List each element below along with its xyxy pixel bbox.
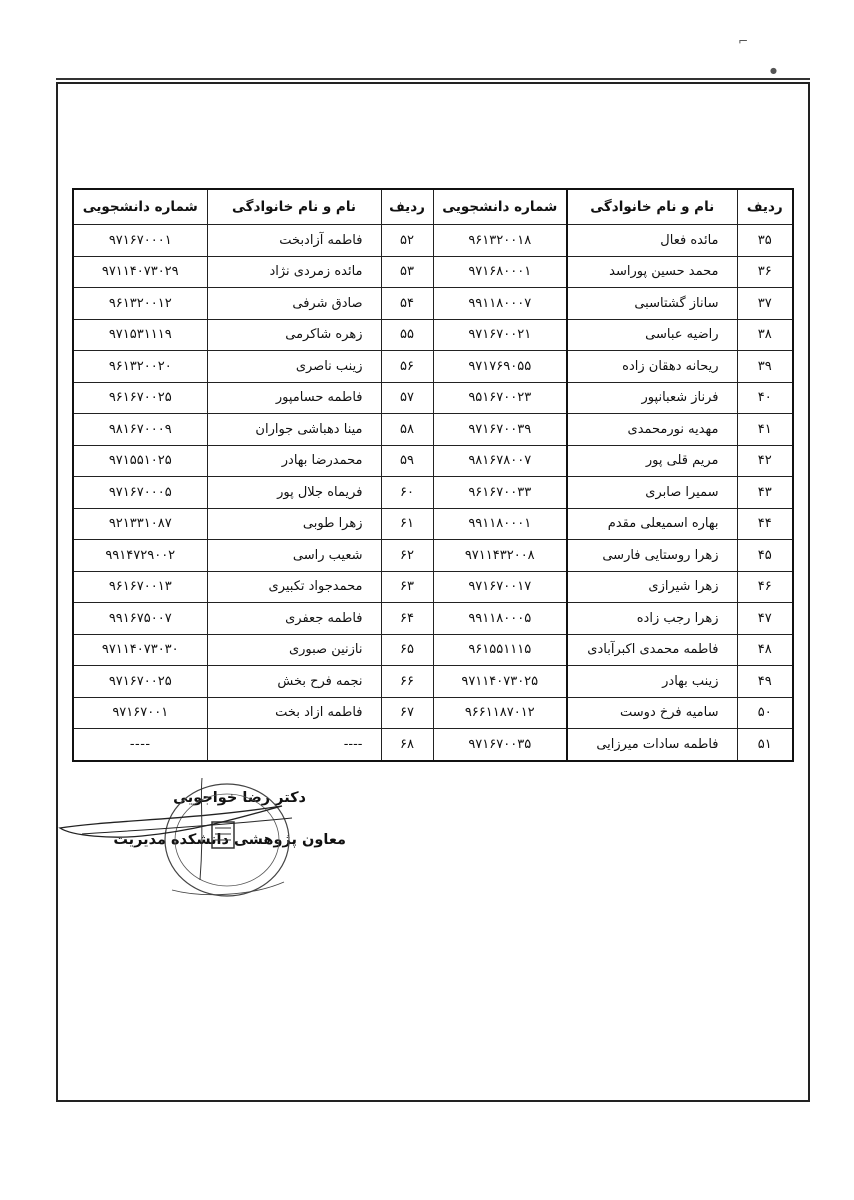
student-name-cell: زهرا شیرازی — [567, 571, 737, 603]
student-id-cell: ۹۹۱۱۸۰۰۰۵ — [433, 603, 567, 635]
student-name-cell: مینا دهباشی جواران — [207, 414, 381, 446]
student-name-cell: مائده فعال — [567, 225, 737, 257]
student-id-cell: ۹۹۱۶۷۵۰۰۷ — [73, 603, 207, 635]
student-id-cell: ۹۷۱۱۴۰۷۳۰۲۵ — [433, 666, 567, 698]
row-number-cell: ۶۸ — [381, 729, 433, 761]
student-name-cell: سامیه فرخ دوست — [567, 697, 737, 729]
student-roster-table — [72, 188, 794, 762]
student-name-cell: محمدجواد تکبیری — [207, 571, 381, 603]
table-header-row — [73, 189, 793, 225]
student-id-cell: ۹۷۱۶۷۰۰۳۵ — [433, 729, 567, 761]
row-number-cell: ۳۹ — [737, 351, 793, 383]
student-name-cell: فاطمه آزادبخت — [207, 225, 381, 257]
row-number-cell: ۶۷ — [381, 697, 433, 729]
student-name-cell: زینب ناصری — [207, 351, 381, 383]
student-name-cell: مریم قلی پور — [567, 445, 737, 477]
header-row-number: ردیف — [381, 189, 433, 225]
student-name-cell: سمیرا صابری — [567, 477, 737, 509]
row-number-cell: ۵۰ — [737, 697, 793, 729]
student-id-cell: ۹۶۱۳۲۰۰۱۸ — [433, 225, 567, 257]
student-id-cell: ۹۷۱۶۸۰۰۰۱ — [433, 256, 567, 288]
header-student-id: شماره دانشجویی — [73, 189, 207, 225]
student-id-cell: ۹۷۱۶۷۰۰۱۷ — [433, 571, 567, 603]
student-name-cell: ریحانه دهقان زاده — [567, 351, 737, 383]
scan-speck: ⌐ — [738, 34, 749, 48]
official-seal-and-signature — [52, 770, 352, 920]
header-full-name: نام و نام خانوادگی — [207, 189, 381, 225]
student-name-cell: فاطمه حسامپور — [207, 382, 381, 414]
row-number-cell: ۴۱ — [737, 414, 793, 446]
student-name-cell: ساناز گشتاسبی — [567, 288, 737, 320]
student-id-cell: ۹۹۱۱۸۰۰۰۱ — [433, 508, 567, 540]
student-name-cell: زینب بهادر — [567, 666, 737, 698]
row-number-cell: ۵۸ — [381, 414, 433, 446]
row-number-cell: ۴۷ — [737, 603, 793, 635]
header-row-number: ردیف — [737, 189, 793, 225]
row-number-cell: ۴۵ — [737, 540, 793, 572]
table-row — [73, 508, 793, 540]
table-row — [73, 288, 793, 320]
table-row — [73, 603, 793, 635]
scan-dot: ● — [770, 66, 777, 75]
student-name-cell: راضیه عباسی — [567, 319, 737, 351]
student-id-cell: ۹۷۱۶۷۰۰۲۵ — [73, 666, 207, 698]
table-row — [73, 697, 793, 729]
student-id-cell: ۹۸۱۶۷۸۰۰۷ — [433, 445, 567, 477]
student-id-cell: ۹۷۱۱۴۰۷۳۰۲۹ — [73, 256, 207, 288]
student-id-cell: ۹۷۱۵۳۱۱۱۹ — [73, 319, 207, 351]
student-id-cell: ---- — [73, 729, 207, 761]
student-id-cell: ۹۶۶۱۱۸۷۰۱۲ — [433, 697, 567, 729]
student-name-cell: مهدیه نورمحمدی — [567, 414, 737, 446]
row-number-cell: ۵۶ — [381, 351, 433, 383]
student-id-cell: ۹۷۱۱۴۳۲۰۰۸ — [433, 540, 567, 572]
student-name-cell: مائده زمردی نژاد — [207, 256, 381, 288]
student-name-cell: بهاره اسمیعلی مقدم — [567, 508, 737, 540]
student-id-cell: ۹۶۱۶۷۰۰۳۳ — [433, 477, 567, 509]
student-id-cell: ۹۷۱۶۷۰۰۳۹ — [433, 414, 567, 446]
student-name-cell: زهرا رجب زاده — [567, 603, 737, 635]
row-number-cell: ۵۹ — [381, 445, 433, 477]
row-number-cell: ۴۶ — [737, 571, 793, 603]
student-name-cell: صادق شرفی — [207, 288, 381, 320]
table-row — [73, 729, 793, 761]
row-number-cell: ۵۵ — [381, 319, 433, 351]
table-row — [73, 319, 793, 351]
student-id-cell: ۹۵۱۶۷۰۰۲۳ — [433, 382, 567, 414]
student-id-cell: ۹۷۱۵۵۱۰۲۵ — [73, 445, 207, 477]
table-row — [73, 571, 793, 603]
student-name-cell: فرناز شعبانپور — [567, 382, 737, 414]
student-name-cell: زهرا روستایی فارسی — [567, 540, 737, 572]
row-number-cell: ۵۷ — [381, 382, 433, 414]
table-row — [73, 634, 793, 666]
student-id-cell: ۹۶۱۳۲۰۰۲۰ — [73, 351, 207, 383]
table-body — [73, 225, 793, 761]
row-number-cell: ۳۷ — [737, 288, 793, 320]
student-id-cell: ۹۶۱۶۷۰۰۱۳ — [73, 571, 207, 603]
table-row — [73, 256, 793, 288]
row-number-cell: ۳۸ — [737, 319, 793, 351]
row-number-cell: ۴۹ — [737, 666, 793, 698]
row-number-cell: ۶۴ — [381, 603, 433, 635]
student-id-cell: ۹۷۱۷۶۹۰۵۵ — [433, 351, 567, 383]
student-id-cell: ۹۲۱۳۳۱۰۸۷ — [73, 508, 207, 540]
row-number-cell: ۴۳ — [737, 477, 793, 509]
student-id-cell: ۹۷۱۶۷۰۰۱ — [73, 697, 207, 729]
student-id-cell: ۹۶۱۵۵۱۱۱۵ — [433, 634, 567, 666]
row-number-cell: ۴۸ — [737, 634, 793, 666]
row-number-cell: ۶۲ — [381, 540, 433, 572]
row-number-cell: ۴۴ — [737, 508, 793, 540]
student-name-cell: محمد حسین پوراسد — [567, 256, 737, 288]
row-number-cell: ۶۶ — [381, 666, 433, 698]
table-row — [73, 351, 793, 383]
student-id-cell: ۹۹۱۱۸۰۰۰۷ — [433, 288, 567, 320]
student-name-cell: فاطمه جعفری — [207, 603, 381, 635]
student-name-cell: فاطمه ازاد بخت — [207, 697, 381, 729]
student-name-cell: شعیب راسی — [207, 540, 381, 572]
student-id-cell: ۹۸۱۶۷۰۰۰۹ — [73, 414, 207, 446]
student-id-cell: ۹۶۱۳۲۰۰۱۲ — [73, 288, 207, 320]
row-number-cell: ۵۳ — [381, 256, 433, 288]
row-number-cell: ۳۵ — [737, 225, 793, 257]
row-number-cell: ۶۵ — [381, 634, 433, 666]
header-student-id: شماره دانشجویی — [433, 189, 567, 225]
table-row — [73, 225, 793, 257]
table-row — [73, 382, 793, 414]
table-row — [73, 414, 793, 446]
student-name-cell: ---- — [207, 729, 381, 761]
row-number-cell: ۵۴ — [381, 288, 433, 320]
header-full-name: نام و نام خانوادگی — [567, 189, 737, 225]
table-row — [73, 477, 793, 509]
student-id-cell: ۹۹۱۴۷۲۹۰۰۲ — [73, 540, 207, 572]
student-id-cell: ۹۷۱۶۷۰۰۲۱ — [433, 319, 567, 351]
student-id-cell: ۹۷۱۶۷۰۰۰۵ — [73, 477, 207, 509]
table-row — [73, 445, 793, 477]
student-name-cell: فریماه جلال پور — [207, 477, 381, 509]
student-id-cell: ۹۷۱۱۴۰۷۳۰۳۰ — [73, 634, 207, 666]
row-number-cell: ۵۱ — [737, 729, 793, 761]
student-name-cell: زهره شاکرمی — [207, 319, 381, 351]
signatory-title: معاون پژوهشی دانشکده مدیریت — [113, 832, 346, 848]
student-name-cell: زهرا طوبی — [207, 508, 381, 540]
row-number-cell: ۶۱ — [381, 508, 433, 540]
student-name-cell: نجمه فرح بخش — [207, 666, 381, 698]
student-id-cell: ۹۶۱۶۷۰۰۲۵ — [73, 382, 207, 414]
student-name-cell: محمدرضا بهادر — [207, 445, 381, 477]
student-name-cell: فاطمه سادات میرزایی — [567, 729, 737, 761]
row-number-cell: ۶۳ — [381, 571, 433, 603]
table-row — [73, 666, 793, 698]
table-row — [73, 540, 793, 572]
row-number-cell: ۵۲ — [381, 225, 433, 257]
signatory-name: دکتر رضا خواجویی — [173, 790, 306, 806]
student-name-cell: فاطمه محمدی اکبرآبادی — [567, 634, 737, 666]
student-id-cell: ۹۷۱۶۷۰۰۰۱ — [73, 225, 207, 257]
row-number-cell: ۳۶ — [737, 256, 793, 288]
row-number-cell: ۶۰ — [381, 477, 433, 509]
row-number-cell: ۴۲ — [737, 445, 793, 477]
row-number-cell: ۴۰ — [737, 382, 793, 414]
student-name-cell: نازنین صبوری — [207, 634, 381, 666]
